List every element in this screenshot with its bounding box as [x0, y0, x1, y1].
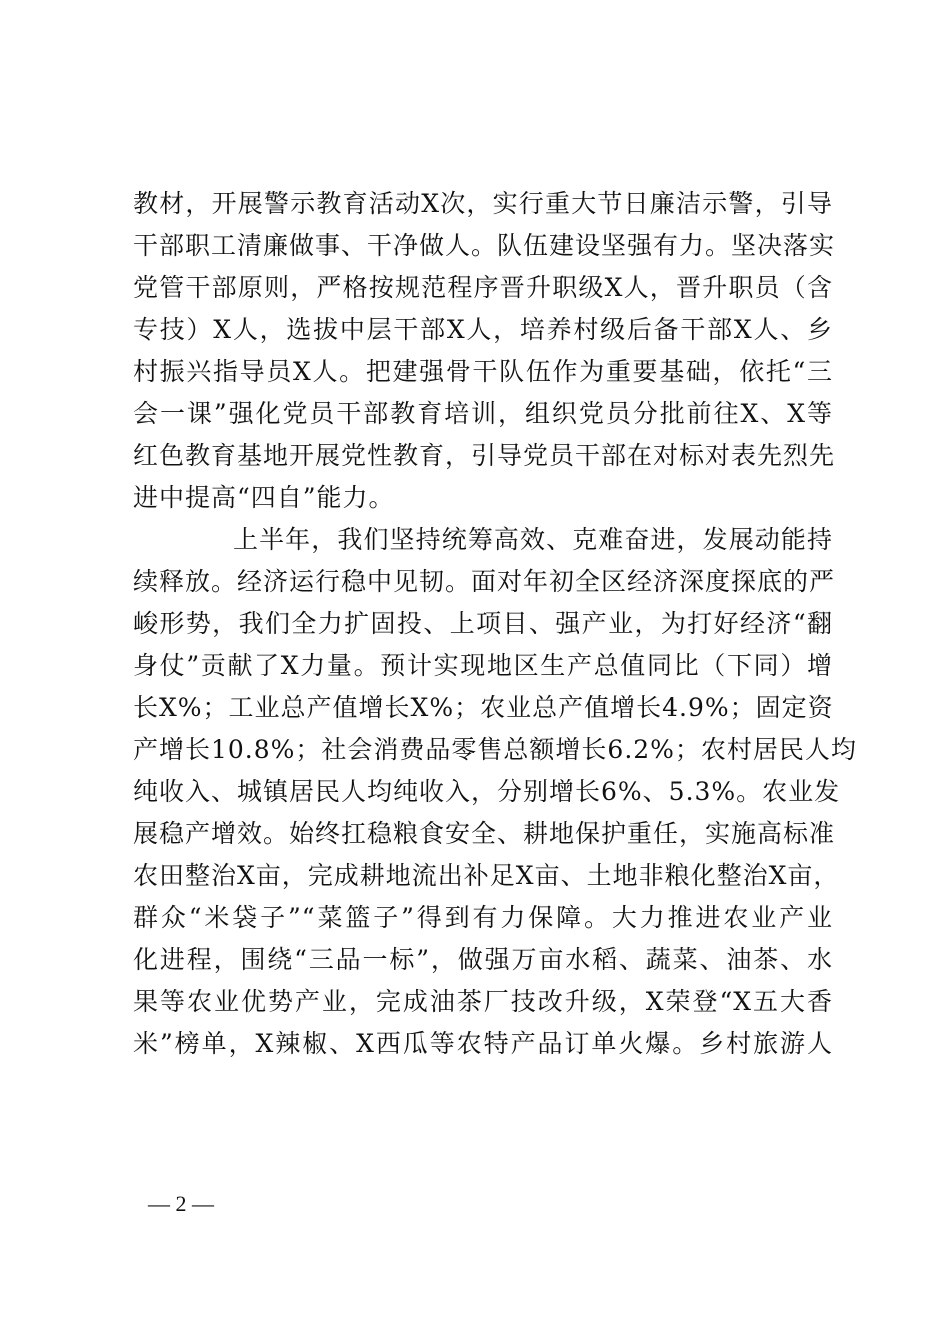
- text-line: 果等农业优势产业，完成油茶厂技改升级，X荣登“X五大香: [133, 987, 833, 1016]
- text-line: 村振兴指导员X人。把建强骨干队伍作为重要基础，依托“三: [133, 357, 833, 386]
- text-line: 续释放。经济运行稳中见韧。面对年初全区经济深度探底的严: [133, 567, 836, 596]
- text-line: 纯收入、城镇居民人均纯收入，分别增长6%、5.3%。农业发: [133, 777, 841, 806]
- text-line: 农田整治X亩，完成耕地流出补足X亩、土地非粮化整治X亩，: [133, 861, 840, 890]
- text-line: 展稳产增效。始终扛稳粮食安全、耕地保护重任，实施高标准: [133, 819, 836, 848]
- text-line: 教材，开展警示教育活动X次，实行重大节日廉洁示警，引导: [133, 189, 833, 218]
- text-line: 长X%；工业总产值增长X%；农业总产值增长4.9%；固定资: [133, 693, 834, 722]
- text-line: 上半年，我们坚持统筹高效、克难奋进，发展动能持: [233, 525, 833, 554]
- text-line: 党管干部原则，严格按规范程序晋升职级X人，晋升职员（含: [133, 273, 833, 302]
- page-number: — 2 —: [148, 1191, 214, 1216]
- text-line: 会一课”强化党员干部教育培训，组织党员分批前往X、X等: [133, 399, 833, 428]
- text-line: 专技）X人，选拔中层干部X人，培养村级后备干部X人、乡: [133, 315, 833, 344]
- text-line: 产增长10.8%；社会消费品零售总额增长6.2%；农村居民人均: [133, 735, 857, 764]
- paragraph-1: [133, 183, 836, 519]
- body-text: [133, 183, 857, 1065]
- text-line: 峻形势，我们全力扩固投、上项目、强产业，为打好经济“翻: [133, 609, 833, 638]
- paragraph-2: [133, 519, 857, 1065]
- text-line: 身仗”贡献了X力量。预计实现地区生产总值同比（下同）增: [133, 651, 833, 680]
- text-line: 干部职工清廉做事、干净做人。队伍建设坚强有力。坚决落实: [133, 231, 836, 260]
- text-line: 红色教育基地开展党性教育，引导党员干部在对标对表先烈先: [133, 441, 836, 470]
- text-line: 米”榜单，X辣椒、X西瓜等农特产品订单火爆。乡村旅游人: [133, 1029, 833, 1058]
- text-line: 化进程，围绕“三品一标”，做强万亩水稻、蔬菜、油茶、水: [133, 945, 833, 974]
- text-line: 进中提高“四自”能力。: [133, 483, 395, 512]
- text-line: 群众“米袋子”“菜篮子”得到有力保障。大力推进农业产业: [133, 903, 833, 932]
